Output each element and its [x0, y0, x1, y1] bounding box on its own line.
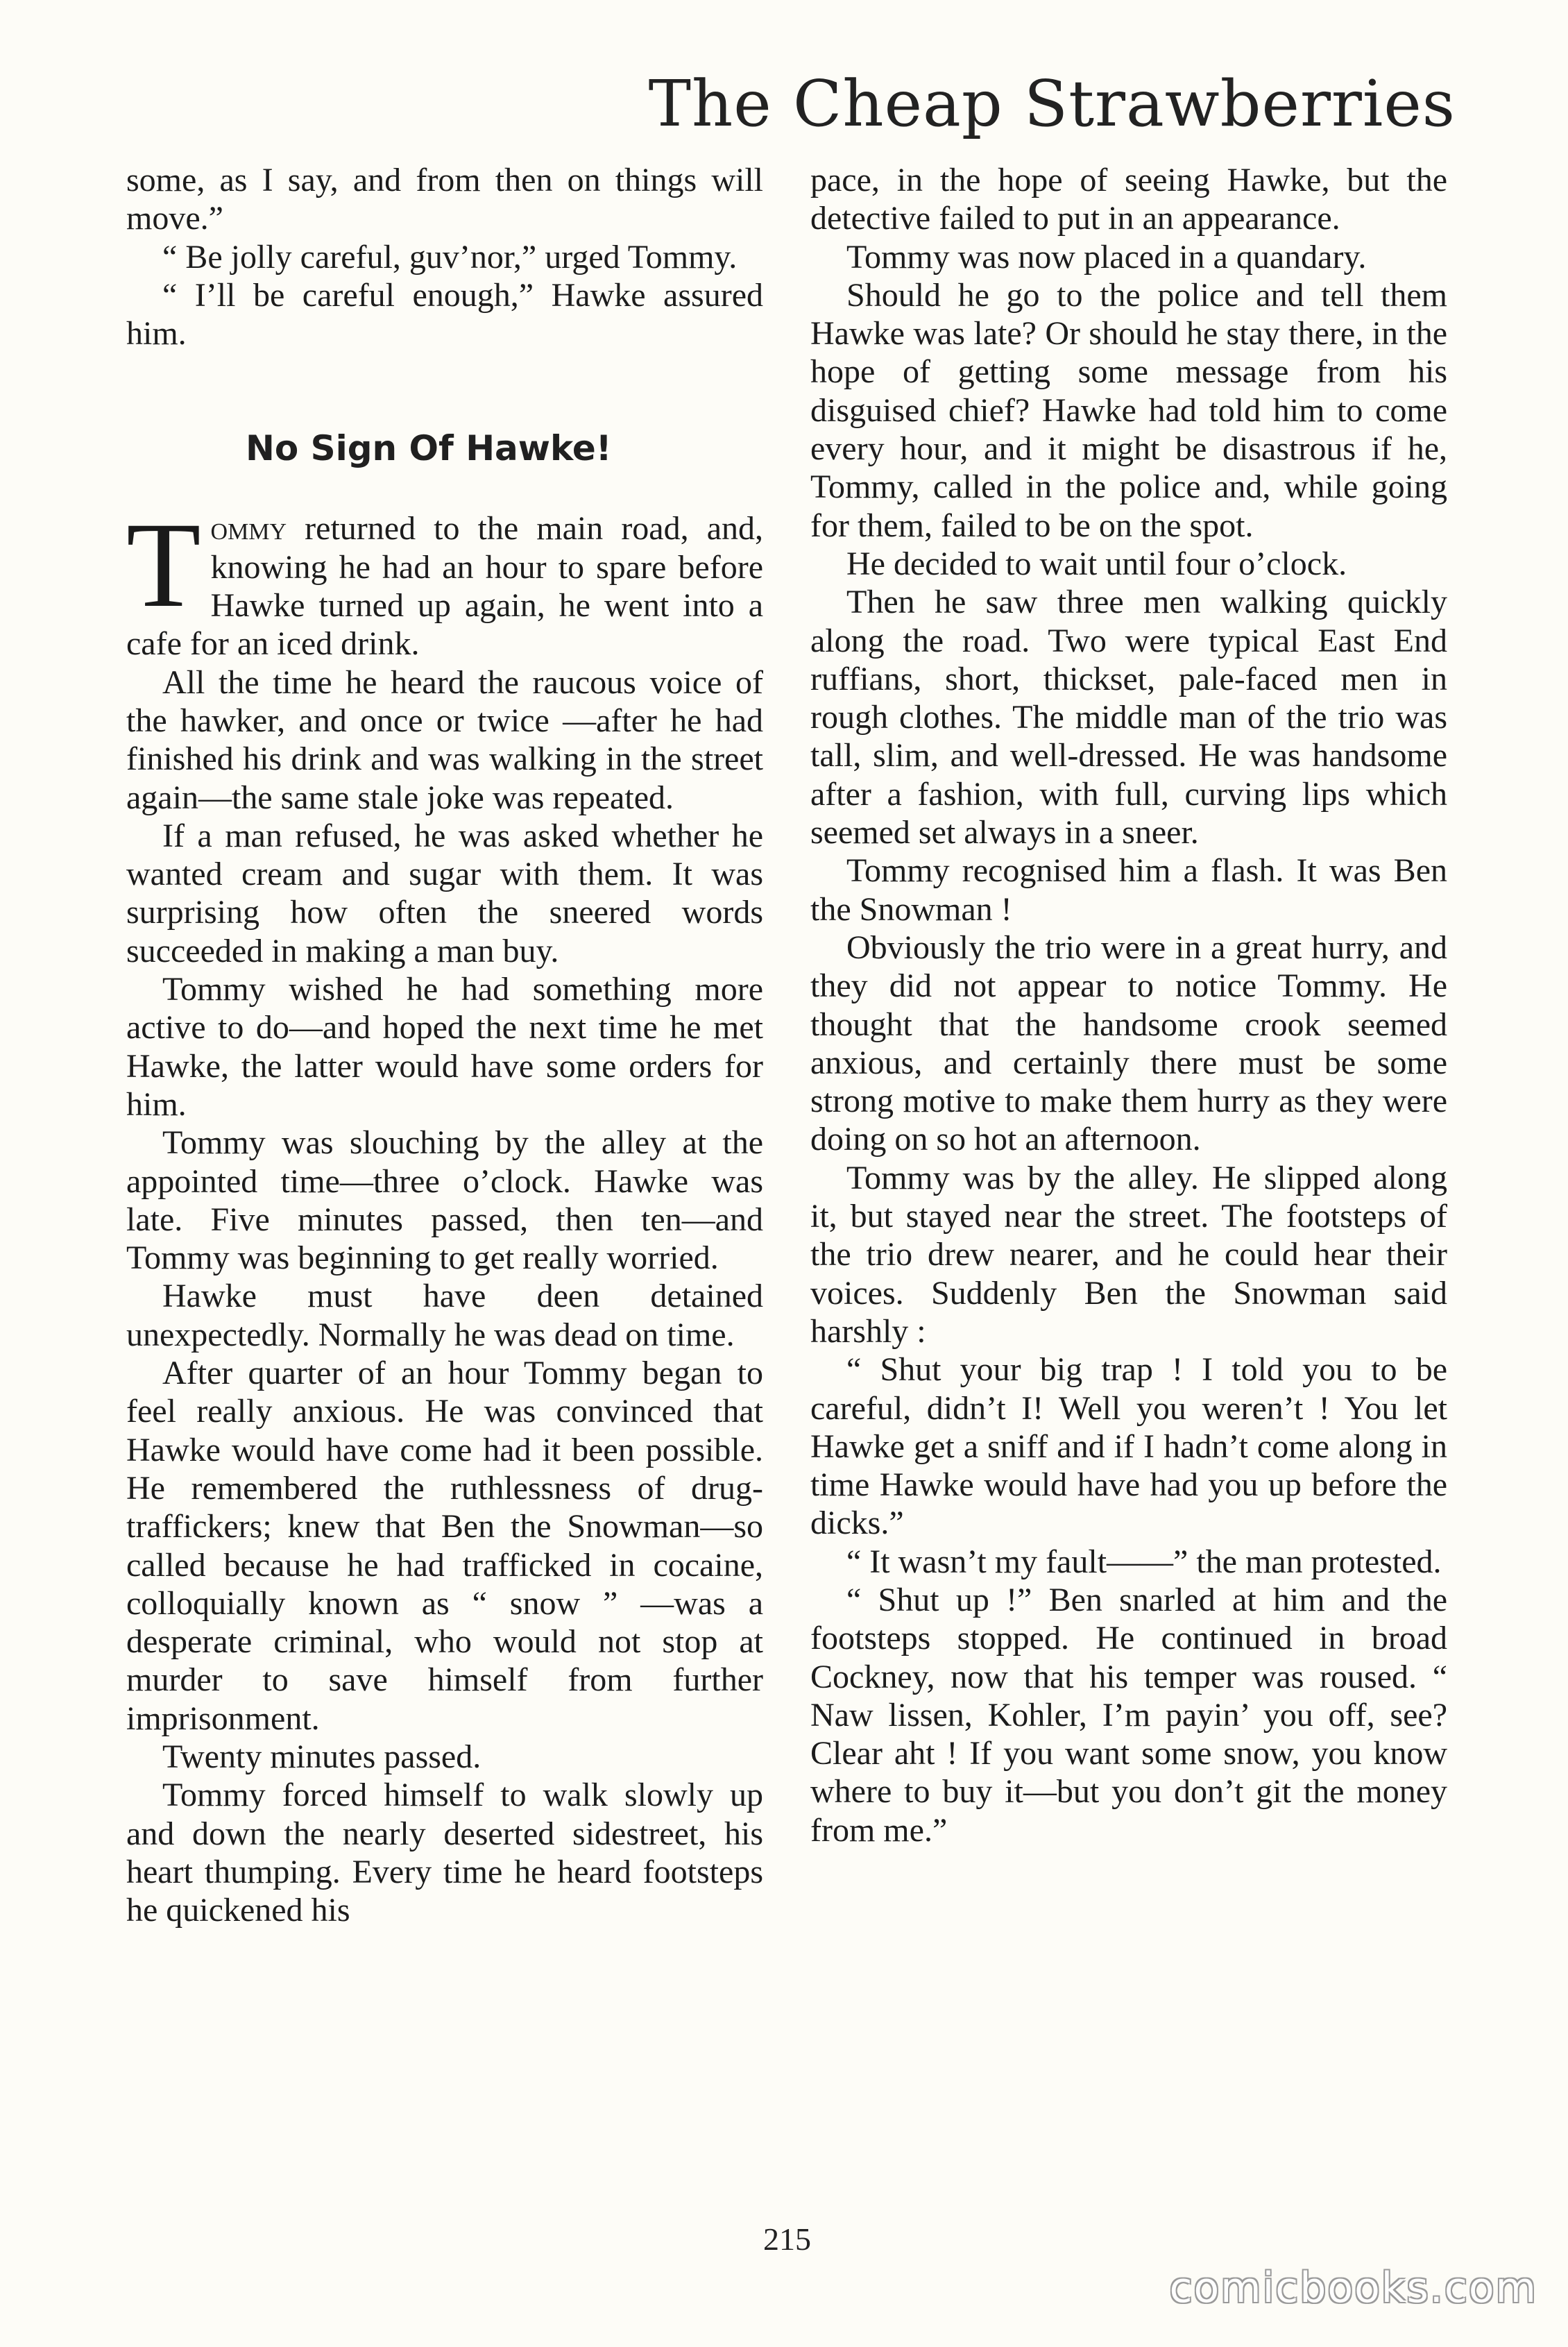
paragraph: “ It wasn’t my fault——” the man protested. [846, 1543, 1442, 1580]
paragraph: “ I’ll be careful enough,” Hawke assured him. [126, 276, 763, 353]
paragraph: “ Be jolly careful, guv’nor,” urged Tommy. [162, 238, 738, 276]
paragraph: Tommy wished he had something more active to do—and hoped the next time he met Hawke, the latter would have some orders for him. [126, 971, 763, 1123]
paragraph: Tommy forced himself to walk slowly up and down the nearly deserted sidestreet, his heart thumping. Every time he heard footsteps he quickened his [126, 1777, 763, 1929]
page-title: The Cheap Strawberries [648, 67, 1456, 141]
paragraph: some, as I say, and from then on things will move.” [126, 162, 763, 237]
paragraph: After quarter of an hour Tommy began to feel really anxious. He was convinced that Hawke would have come had it been possible. He remembered the ruthlessness of drug-traffickers; knew that Ben the Snowman—so called because he had trafficked in cocaine, colloquially known as “ snow ” —was a desperate criminal, who would not stop at murder to save himself from further imprisonment. [126, 1355, 763, 1737]
paragraph: “ Shut your big trap ! I told you to be careful, didn’t I! Well you weren’t ! You let Hawke get a sniff and if I hadn’t come along in time Hawke would have had you up before the dicks.” [810, 1351, 1447, 1542]
paragraph: Twenty minutes passed. [162, 1738, 482, 1775]
paragraph: “ Shut up !” Ben snarled at him and the footsteps stopped. He continued in broad Cockney, now that his temper was roused. “ Naw lissen, Kohler, I’m payin’ you off, see? Clear aht ! If you want some snow, you know where to buy it—but you don’t git the money from me.” [810, 1581, 1447, 1849]
paragraph-with-dropcap [126, 498, 763, 663]
paragraph: Tommy recognised him a flash. It was Ben the Snowman ! [810, 852, 1447, 928]
paragraph: If a man refused, he was asked whether he wanted cream and sugar with them. It was surprising how often the sneered words succeeded in making a man buy. [126, 817, 763, 969]
left-column [126, 161, 763, 1929]
paragraph: Then he saw three men walking quickly along the road. Two were typical East End ruffians, short, thickset, pale-faced men in rough clothes. The middle man of the trio was tall, slim, and well-dressed. He was handsome after a fashion, with full, curving lips which seemed set always in a sneer. [810, 584, 1447, 851]
paragraph: Tommy was now placed in a quandary. [846, 238, 1367, 276]
drop-cap: T [126, 498, 201, 634]
smallcaps-lead-word: ommy [210, 510, 287, 548]
paragraph: Hawke must have deen detained unexpectedly. Normally he was dead on time. [126, 1278, 763, 1353]
paragraph: Tommy was slouching by the alley at the appointed time—three o’clock. Hawke was late. Five minutes passed, then ten—and Tommy was beginning to get really worried. [126, 1124, 763, 1277]
paragraph: pace, in the hope of seeing Hawke, but the detective failed to put in an appearance. [810, 162, 1447, 237]
paragraph-text: returned to the main road, and, knowing he had an hour to spare before Hawke turned up again, he went into a cafe for an iced drink. [126, 510, 763, 663]
section-heading: No Sign Of Hawke! [246, 428, 612, 469]
right-column [810, 161, 1447, 1849]
page-number: 215 [763, 2221, 811, 2257]
paragraph: All the time he heard the raucous voice of the hawker, and once or twice —after he had finished his drink and was walking in the street again—the same stale joke was repeated. [126, 663, 763, 816]
paragraph: Should he go to the police and tell them Hawke was late? Or should he stay there, in the hope of getting some message from his disguised chief? Hawke had told him to come every hour, and it might be disastrous if he, Tommy, called in the police and, while going for them, failed to be on the spot. [810, 276, 1447, 544]
paragraph: Obviously the trio were in a great hurry, and they did not appear to notice Tommy. He thought that the handsome crook seemed anxious, and certainly there must be some strong motive to make them hurry as they were doing on so hot an afternoon. [810, 929, 1447, 1158]
paragraph: He decided to wait until four o’clock. [846, 545, 1347, 582]
paragraph: Tommy was by the alley. He slipped along it, but stayed near the street. The footsteps of the trio drew nearer, and he could hear their voices. Suddenly Ben the Snowman said harshly : [810, 1159, 1447, 1350]
watermark: comicbooks.com [1169, 2264, 1537, 2312]
